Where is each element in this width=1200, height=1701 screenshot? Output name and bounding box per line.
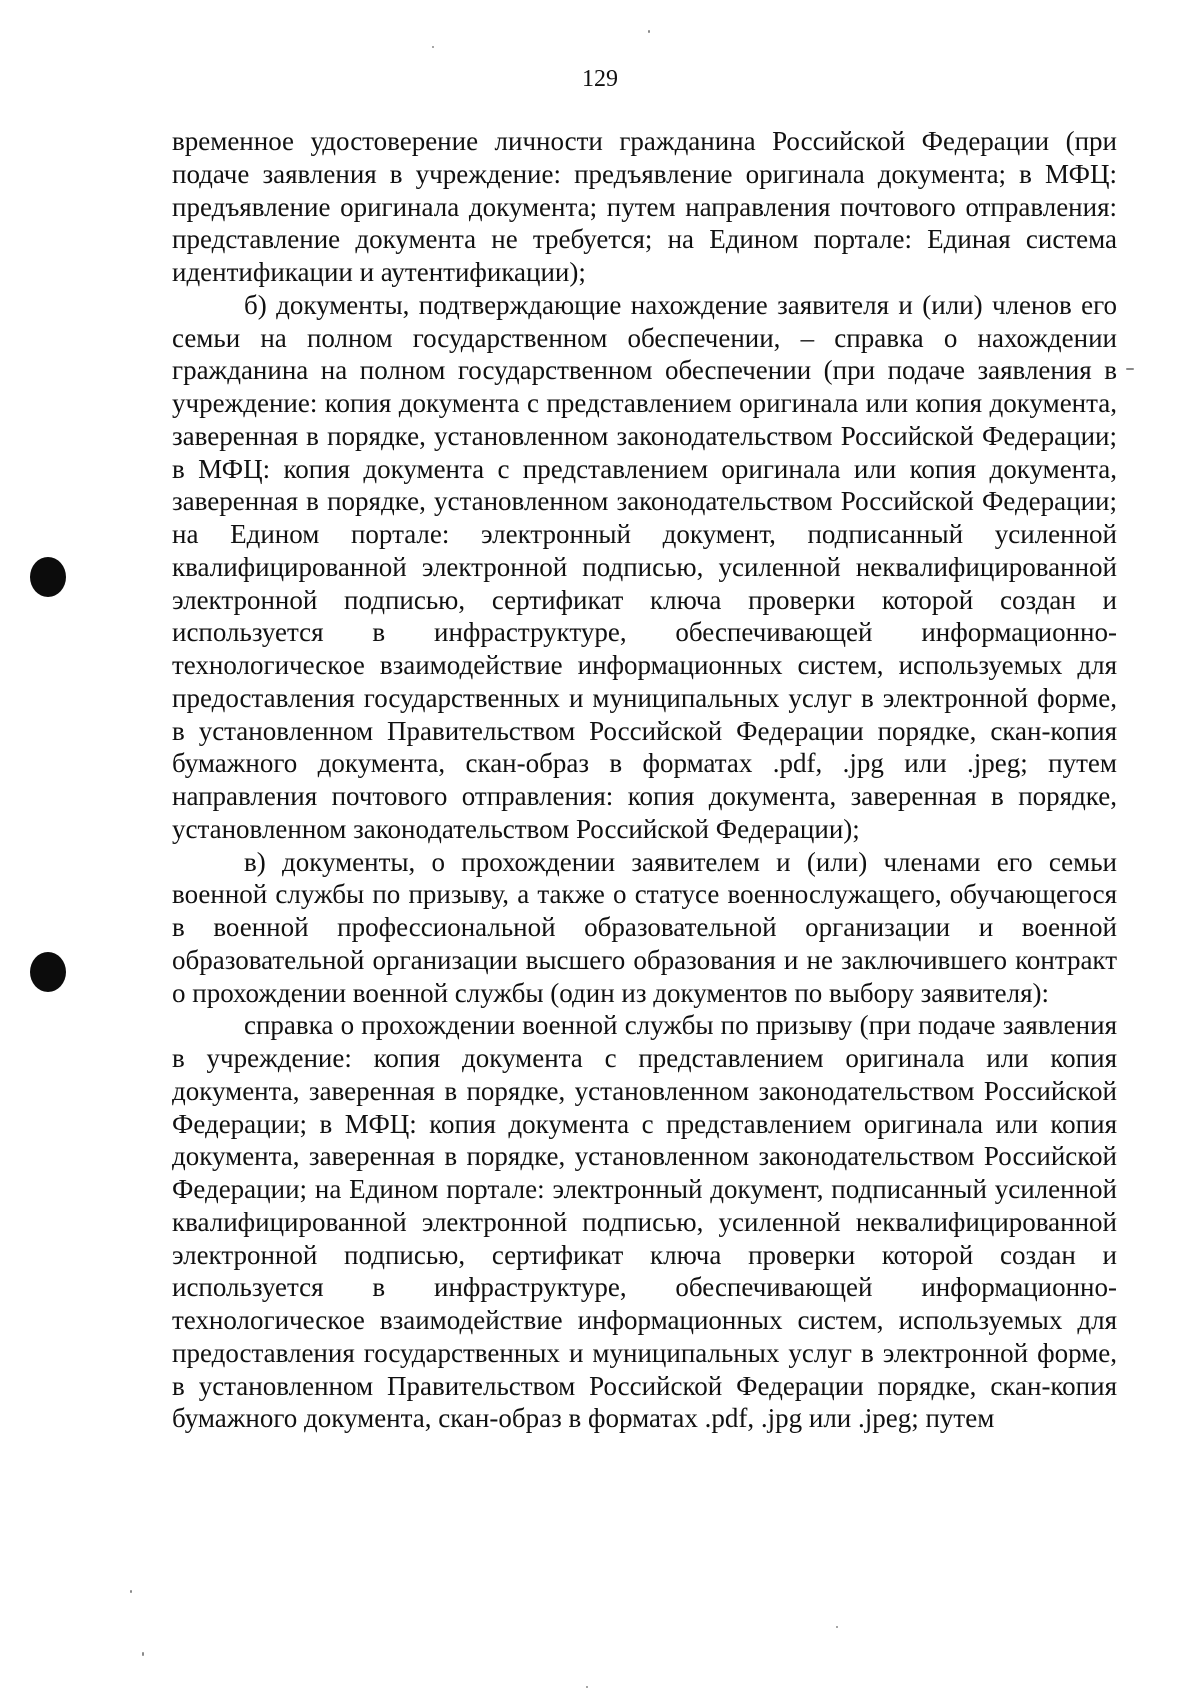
scan-speck — [1126, 368, 1134, 370]
scan-speck — [836, 1626, 838, 1628]
punch-hole-lower — [30, 952, 66, 992]
scan-speck — [432, 46, 434, 48]
page-number: 129 — [582, 66, 618, 92]
scan-speck — [130, 1590, 132, 1593]
document-body — [172, 125, 1117, 1435]
paragraph-b: б) документы, подтверждающие нахождение заявителя и (или) членов его семьи на полном государственном обеспечении, – справка о нахождении гражданина на полном государственном обеспечении (при подаче заявления в учреждение: копия документа с представлением оригинала или копия документа, заверенная в порядке, установленном законодательством Российской Федерации; в МФЦ: копия документа с представлением оригинала или копия документа, заверенная в порядке, установленном законодательством Российской Федерации; на Едином портале: электронный документ, подписанный усиленной квалифицированной электронной подписью, усиленной неквалифицированной электронной подписью, сертификат ключа проверки которой создан и используется в инфраструктуре, обеспечивающей информационно-технологическое взаимодействие информационных систем, используемых для предоставления государственных и муниципальных услуг в электронной форме, в установленном Правительством Российской Федерации порядке, скан-копия бумажного документа, скан-образ в форматах .pdf, .jpg или .jpeg; путем направления почтового отправления: копия документа, заверенная в порядке, установленном законодательством Российской Федерации); — [172, 289, 1117, 844]
paragraph-continuation: временное удостоверение личности гражданина Российской Федерации (при подаче заявления в учреждение: предъявление оригинала документа; в МФЦ: предъявление оригинала документа; путем направления почтового отправления: представление документа не требуется; на Едином портале: Единая система идентификации и аутентификации); — [172, 126, 1117, 287]
paragraph-certificate: справка о прохождении военной службы по призыву (при подаче заявления в учреждение: копия документа с представлением оригинала или копия документа, заверенная в порядке, установленном законодательством Российской Федерации; в МФЦ: копия документа с представлением оригинала или копия документа, заверенная в порядке, установленном законодательством Российской Федерации; на Едином портале: электронный документ, подписанный усиленной квалифицированной электронной подписью, усиленной неквалифицированной электронной подписью, сертификат ключа проверки которой создан и используется в инфраструктуре, обеспечивающей информационно-технологическое взаимодействие информационных систем, используемых для предоставления государственных и муниципальных услуг в электронной форме, в установленном Правительством Российской Федерации порядке, скан-копия бумажного документа, скан-образ в форматах .pdf, .jpg или .jpeg; путем — [172, 1010, 1117, 1434]
paragraph-v: в) документы, о прохождении заявителем и (или) членами его семьи военной службы по призыву, а также о статусе военнослужащего, обучающегося в военной профессиональной образовательной организации и военной образовательной организации высшего образования и не заключившего контракт о прохождении военной службы (один из документов по выбору заявителя): — [172, 846, 1117, 1008]
punch-hole-upper — [30, 557, 66, 597]
scan-speck — [142, 1652, 144, 1656]
scan-speck — [586, 1686, 588, 1688]
scan-speck — [648, 30, 650, 33]
